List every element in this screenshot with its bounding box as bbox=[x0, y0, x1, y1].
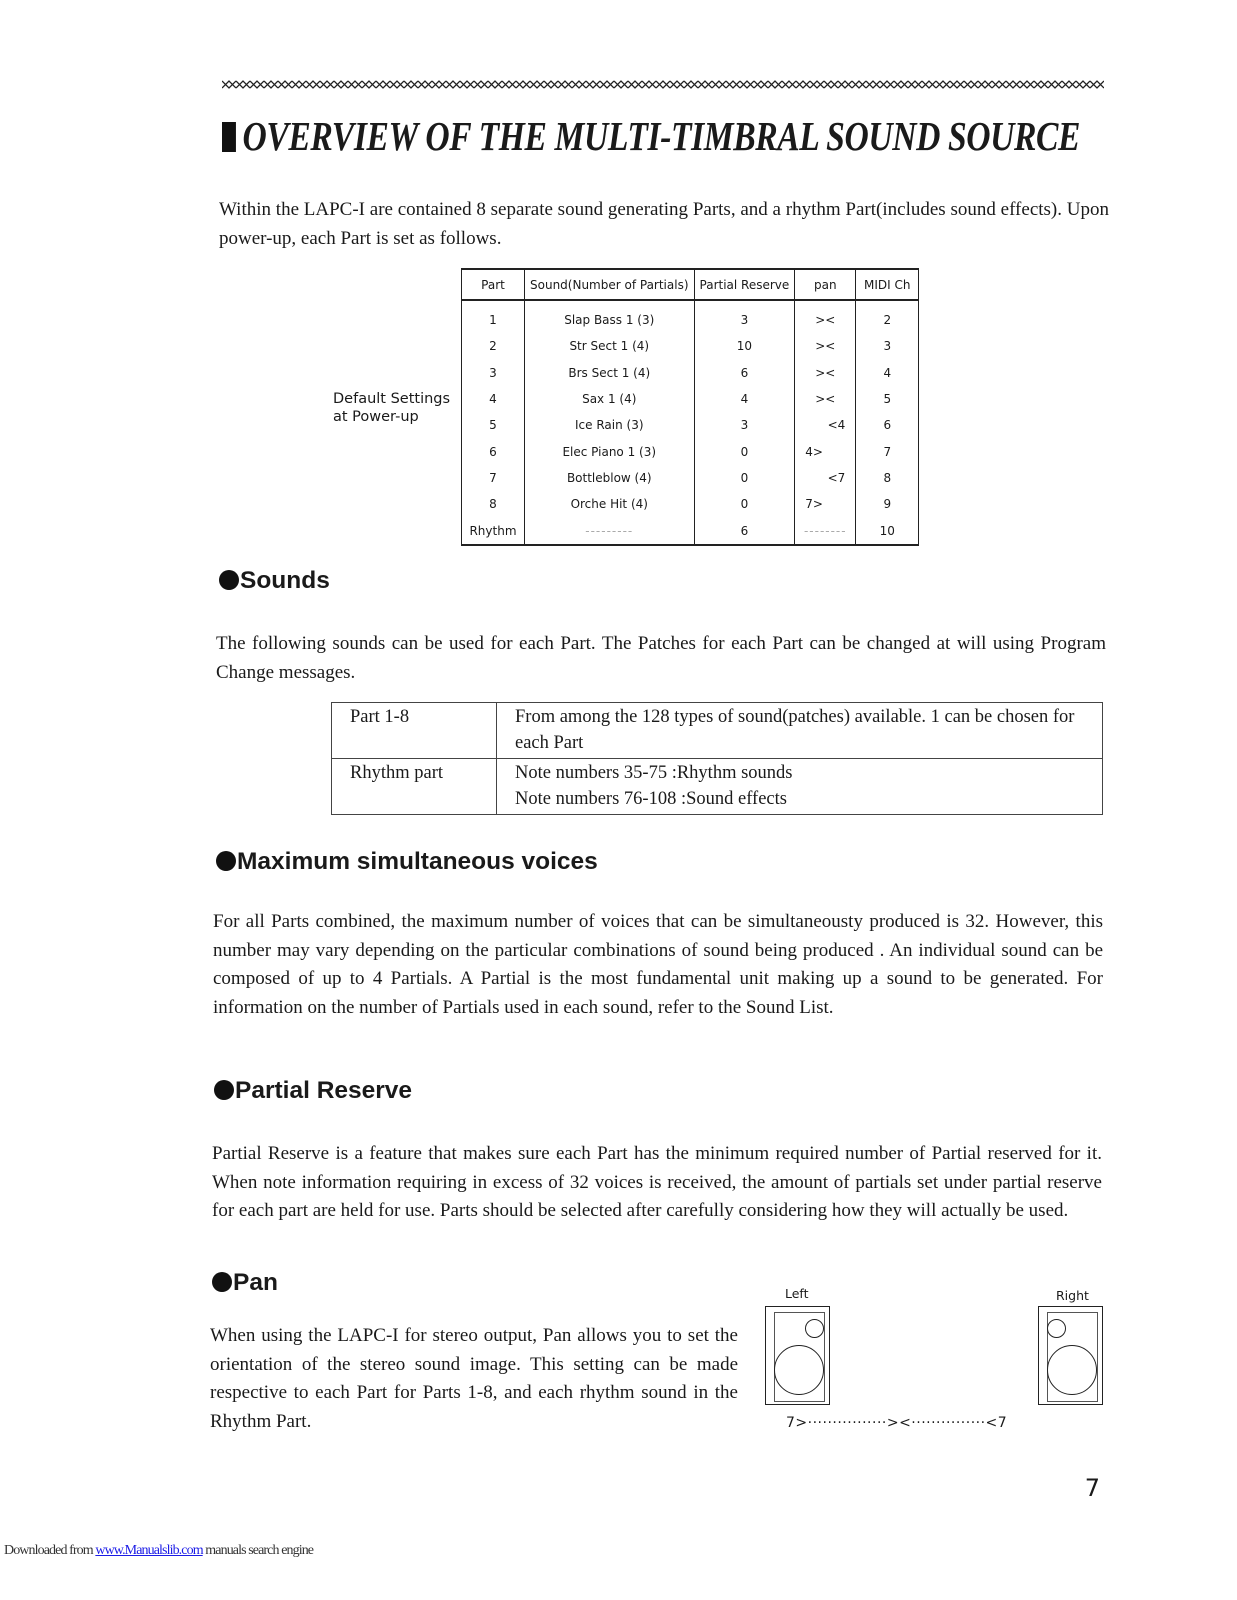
table-row: 7 Bottleblow (4) 0 <7 8 bbox=[462, 465, 919, 491]
pan-heading: Pan bbox=[212, 1269, 278, 1297]
table-row: 1 Slap Bass 1 (3) 3 >< 2 bbox=[462, 300, 919, 333]
page-number: 7 bbox=[1084, 1474, 1100, 1502]
bullet-icon bbox=[216, 851, 236, 871]
title-square-icon bbox=[222, 122, 236, 152]
pan-scale: 7>················><···············<7 bbox=[786, 1415, 1008, 1431]
left-speaker-label: Left bbox=[785, 1286, 809, 1301]
bullet-icon bbox=[214, 1080, 234, 1100]
decorative-zigzag-rule bbox=[222, 78, 1104, 92]
header-partial-reserve: Partial Reserve bbox=[694, 269, 795, 300]
header-part: Part bbox=[462, 269, 525, 300]
sounds-heading: Sounds bbox=[219, 567, 330, 595]
table-header-row bbox=[462, 269, 919, 300]
table-row: 6 Elec Piano 1 (3) 0 4> 7 bbox=[462, 438, 919, 464]
partial-reserve-paragraph: Partial Reserve is a feature that makes sure each Part has the minimum required number of Partial reserved for it. When note information requiring in excess of 32 voices is received, the amount of partials set under partial reserve for each part are held for use. Parts should be selected after carefully considering how they will actually be used. bbox=[212, 1143, 1102, 1221]
table-row: 5 Ice Rain (3) 3 <4 6 bbox=[462, 412, 919, 438]
default-settings-label: Default Settings at Power-up bbox=[333, 391, 451, 425]
max-voices-heading: Maximum simultaneous voices bbox=[216, 848, 598, 876]
right-speaker-icon bbox=[1038, 1306, 1103, 1405]
max-voices-paragraph: For all Parts combined, the maximum number of voices that can be simultaneousty produced is 32. However, this number may vary depending on the particular combinations of sound being produced . An individual sound can be composed of up to 4 Partials. A Partial is the most fundamental unit making up a sound to be generated. For information on the number of Partials used in each sound, refer to the Sound List. bbox=[213, 911, 1103, 1018]
intro-paragraph: Within the LAPC-I are contained 8 separate sound generating Parts, and a rhythm Part(includes sound effects). Upon power-up, each Part is set as follows. bbox=[219, 199, 1109, 249]
footer: Downloaded from www.Manualslib.com manuals search engine bbox=[4, 1543, 314, 1558]
default-settings-table bbox=[461, 268, 919, 546]
page-title: OVERVIEW OF THE MULTI-TIMBRAL SOUND SOURCE bbox=[222, 112, 1080, 160]
table-row: Rhythm part Note numbers 35-75 :Rhythm sounds Note numbers 76-108 :Sound effects bbox=[332, 759, 1103, 815]
table-row: Rhythm --------- 6 -------- 10 bbox=[462, 517, 919, 544]
left-speaker-icon bbox=[765, 1306, 830, 1405]
table-row: 8 Orche Hit (4) 0 7> 9 bbox=[462, 491, 919, 517]
table-row: 3 Brs Sect 1 (4) 6 >< 4 bbox=[462, 360, 919, 386]
partial-reserve-heading: Partial Reserve bbox=[214, 1077, 412, 1105]
manualslib-link[interactable]: www.Manualslib.com bbox=[95, 1543, 203, 1558]
table-row: 4 Sax 1 (4) 4 >< 5 bbox=[462, 386, 919, 412]
sounds-table bbox=[331, 702, 1103, 815]
pan-paragraph: When using the LAPC-I for stereo output, Pan allows you to set the orientation of the stereo sound image. This setting can be made respective to each Part for Parts 1-8, and each rhythm sound in the Rhythm Part. bbox=[210, 1325, 738, 1432]
header-sound: Sound(Number of Partials) bbox=[525, 269, 695, 300]
table-row: 2 Str Sect 1 (4) 10 >< 3 bbox=[462, 333, 919, 359]
header-midi-ch: MIDI Ch bbox=[856, 269, 919, 300]
bullet-icon bbox=[212, 1272, 232, 1292]
right-speaker-label: Right bbox=[1056, 1288, 1089, 1303]
header-pan: pan bbox=[795, 269, 856, 300]
sounds-paragraph: The following sounds can be used for each Part. The Patches for each Part can be changed at will using Program Change messages. bbox=[216, 633, 1106, 683]
table-row: Part 1-8 From among the 128 types of sound(patches) available. 1 can be chosen for each Part bbox=[332, 703, 1103, 759]
bullet-icon bbox=[219, 570, 239, 590]
